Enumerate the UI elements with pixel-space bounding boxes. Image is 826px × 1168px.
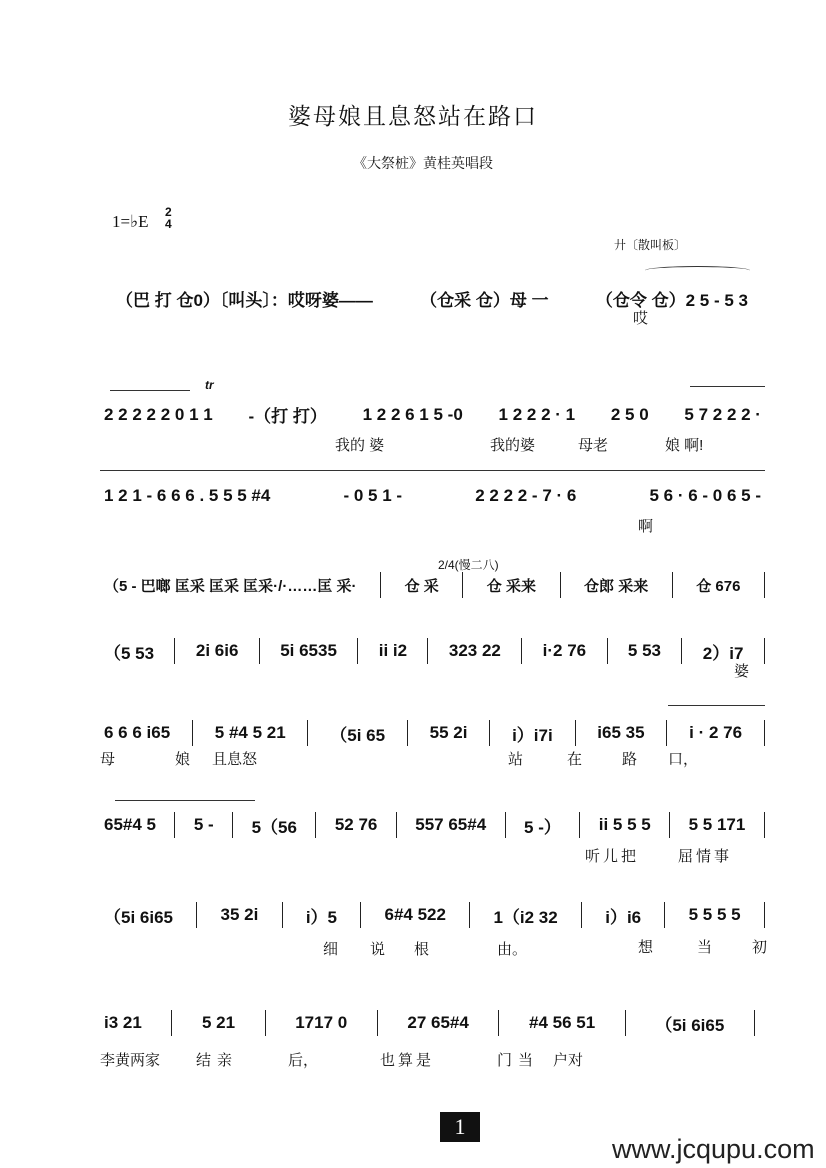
measure: i65 35 — [597, 723, 645, 742]
slur-line — [100, 470, 765, 471]
barline — [764, 720, 765, 746]
measure: （巴 打 仓0）〔叫头〕：哎呀婆—— — [116, 291, 373, 310]
lyric: 啊 — [638, 518, 654, 535]
barline — [462, 572, 463, 598]
measure: 5 - — [193, 815, 214, 834]
barline — [174, 812, 175, 838]
measure: （5 - 巴啷 匡采 匡采 匡采·/·……匡 采· — [104, 577, 357, 595]
barline — [607, 638, 608, 664]
barline — [666, 720, 667, 746]
score-row-7 — [100, 812, 765, 838]
score-row-9 — [100, 1010, 755, 1036]
lyric: 在 — [567, 751, 583, 768]
measure: 557 65#4 — [415, 815, 487, 834]
measure: -（打 打） — [248, 407, 327, 426]
key-signature: 1=♭E — [112, 212, 149, 231]
watermark: www.jcqupu.com — [612, 1134, 815, 1164]
barline — [192, 720, 193, 746]
barline — [560, 572, 561, 598]
lyric: 口， — [668, 751, 699, 768]
measure: （5i 6i65 — [104, 907, 173, 927]
barline — [625, 1010, 626, 1036]
measure: 2 2 2 2 - 7 · 6 — [475, 486, 577, 505]
barline — [196, 902, 197, 928]
measure: #4 56 51 — [528, 1013, 596, 1032]
barline — [579, 812, 580, 838]
score-row-3 — [100, 486, 765, 506]
measure: 仓 676 — [696, 577, 741, 595]
lyric: 站 — [508, 751, 524, 768]
measure: 52 76 — [334, 815, 378, 834]
barline — [307, 720, 308, 746]
score-row-6 — [100, 720, 765, 746]
measure: 2 2 2 2 2 0 1 1 — [104, 404, 213, 424]
barline — [469, 902, 470, 928]
measure: 5i 6535 — [280, 641, 337, 660]
measure: 5（56 — [251, 817, 297, 837]
barline — [754, 1010, 755, 1036]
barline — [171, 1010, 172, 1036]
tempo-mark-manerba: 2/4(慢二八) — [438, 558, 499, 572]
measure: 27 65#4 — [407, 1013, 469, 1032]
barline — [489, 720, 490, 746]
slur-line — [110, 390, 190, 391]
page-number: 1 — [440, 1112, 480, 1142]
slur-line — [115, 800, 255, 801]
barline — [174, 638, 175, 664]
tempo-mark-sanjiaoban: 廾〔散叫板〕 — [614, 238, 687, 252]
lyric: 母老 — [578, 437, 609, 454]
measure: ii i2 — [378, 641, 408, 660]
barline — [396, 812, 397, 838]
lyric: 我的 婆 — [335, 437, 385, 454]
barline — [575, 720, 576, 746]
measure: ii 5 5 5 — [598, 815, 651, 834]
trill-mark: tr — [205, 378, 214, 392]
measure: 5 -） — [524, 817, 561, 837]
lyric: 屈情事 — [678, 848, 733, 865]
page-title: 婆母娘且息怒站在路口 — [288, 104, 538, 130]
ts-bottom: 4 — [165, 217, 172, 231]
barline — [315, 812, 316, 838]
barline — [377, 1010, 378, 1036]
measure: 5 5 171 — [688, 815, 746, 834]
measure: 1 2 1 - 6 6 6 . 5 5 5 #4 — [104, 486, 271, 505]
measure: 1（i2 32 — [493, 907, 558, 927]
measure: （仓采 仓）母 一 — [420, 291, 549, 310]
lyric: 结亲 — [196, 1052, 239, 1069]
barline — [360, 902, 361, 928]
measure: i3 21 — [104, 1013, 142, 1032]
barline — [265, 1010, 266, 1036]
measure: 仓 采来 — [486, 577, 536, 595]
measure: 仓郎 采来 — [584, 577, 649, 595]
lyric: 根 — [414, 941, 430, 958]
measure: 1 2 2 6 1 5 -0 — [362, 404, 463, 424]
barline — [521, 638, 522, 664]
measure: 仓 采 — [404, 577, 439, 595]
measure: 5 #4 5 21 — [214, 723, 286, 742]
measure: 1717 0 — [295, 1013, 348, 1032]
lyric: 且息怒 — [212, 751, 258, 768]
lyric: 门当 — [497, 1052, 540, 1069]
barline — [357, 638, 358, 664]
lyric: 户对 — [553, 1052, 584, 1069]
barline — [498, 1010, 499, 1036]
lyric: 娘 啊! — [665, 437, 704, 454]
lyric: 我的婆 — [490, 437, 536, 454]
barline — [407, 720, 408, 746]
barline — [505, 812, 506, 838]
measure: 2 5 0 — [610, 404, 649, 424]
score-row-2 — [100, 402, 765, 427]
barline — [764, 638, 765, 664]
lyric: 细 — [323, 941, 339, 958]
measure: 5 7 2 2 2 · — [684, 404, 761, 424]
measure: （5 53 — [104, 643, 155, 663]
measure: i）i6 — [605, 907, 642, 927]
measure: 5 21 — [201, 1013, 236, 1032]
barline — [380, 572, 381, 598]
score-row-4 — [100, 572, 765, 598]
lyric: 哎 — [633, 310, 649, 327]
subtitle: 《大祭桩》黄桂英唱段 — [353, 155, 493, 171]
measure: 55 2i — [429, 723, 468, 742]
lyric: 路 — [622, 751, 638, 768]
barline — [581, 902, 582, 928]
lyric: 听儿把 — [585, 848, 640, 865]
measure: （5i 65 — [330, 725, 386, 745]
measure: 2）i7 — [702, 643, 744, 663]
lyric: 后， — [288, 1052, 319, 1069]
barline — [764, 902, 765, 928]
barline — [427, 638, 428, 664]
score-row-1 — [112, 286, 752, 311]
score-row-5 — [100, 638, 765, 664]
barline — [681, 638, 682, 664]
measure: 35 2i — [220, 905, 259, 924]
barline — [282, 902, 283, 928]
time-signature — [165, 206, 172, 230]
measure: 6#4 522 — [384, 905, 446, 924]
measure: i）5 — [305, 907, 337, 927]
lyric: 李黄两家 — [100, 1052, 161, 1069]
measure: i·2 76 — [542, 641, 587, 660]
lyric: 想 — [638, 939, 654, 956]
measure: 2i 6i6 — [195, 641, 239, 660]
lyric: 也算是 — [380, 1052, 435, 1069]
lyric: 由。 — [497, 941, 528, 958]
lyric: 母 — [100, 751, 116, 768]
barline — [259, 638, 260, 664]
measure: 5 6 · 6 - 0 6 5 - — [649, 486, 761, 505]
lyric: 娘 — [175, 751, 191, 768]
measure: 6 6 6 i65 — [104, 723, 171, 742]
barline — [764, 812, 765, 838]
measure: 323 22 — [448, 641, 501, 660]
lyric: 说 — [370, 941, 386, 958]
measure: （5i 6i65 — [655, 1015, 725, 1035]
lyric: 初 — [752, 939, 768, 956]
lyric: 当 — [697, 939, 713, 956]
barline — [232, 812, 233, 838]
measure: （仓令 仓）2 5 - 5 3 — [595, 291, 748, 310]
slur-line — [668, 705, 765, 706]
score-row-8 — [100, 902, 765, 928]
slur-line — [690, 386, 765, 387]
slur — [645, 266, 750, 275]
measure: i · 2 76 — [689, 723, 743, 742]
barline — [672, 572, 673, 598]
measure: - 0 5 1 - — [343, 486, 403, 505]
ts-top: 2 — [165, 205, 172, 219]
measure: i）i7i — [512, 725, 553, 745]
barline — [764, 572, 765, 598]
measure: 65#4 5 — [104, 815, 156, 834]
measure: 5 5 5 5 — [688, 905, 741, 924]
measure: 5 53 — [627, 641, 661, 660]
lyric: 婆 — [734, 663, 750, 680]
barline — [669, 812, 670, 838]
barline — [664, 902, 665, 928]
measure: 1 2 2 2 · 1 — [498, 404, 576, 424]
